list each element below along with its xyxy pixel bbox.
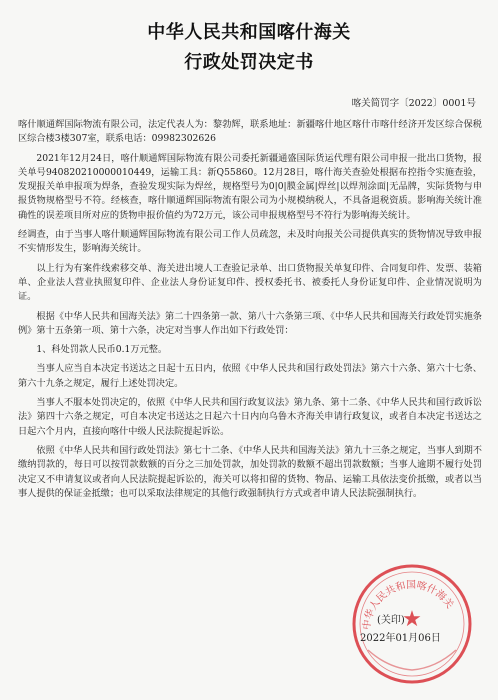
svg-text:中华人民共和国喀什海关: 中华人民共和国喀什海关 xyxy=(361,579,456,631)
document-number: 喀关简罚字〔2022〕0001号 xyxy=(351,98,476,109)
party-info-paragraph: 喀什顺通辉国际物流有限公司，法定代表人为：黎勃辉，联系地址：新疆喀什地区喀什市喀什经济开发区综合保税区综合楼3楼307室，联系电话：09982302626 xyxy=(18,119,482,145)
svg-text:★: ★ xyxy=(402,607,422,632)
issue-date: 2022年01月06日 xyxy=(360,633,441,644)
penalty-item: 1、科处罚款人民币0.1万元整。 xyxy=(36,344,168,356)
appeal-rights-paragraph: 当事人不服本处罚决定的，依照《中华人民共和国行政复议法》第九条、第十二条、《中华人民共和国行政诉讼法》第四十六条之规定，可自本决定书送达之日起六十日内向乌鲁木齐海关申请行政复议，或者自本决定书送达之日起六个月内，直接向喀什中级人民法院提起诉讼。 xyxy=(18,397,482,437)
seal-label: (关印) xyxy=(377,615,405,626)
legal-basis-paragraph: 根据《中华人民共和国海关法》第二十四条第一款、第八十六条第三项、《中华人民共和国海关行政处罚实施条例》第十五条第一项、第十六条，决定对当事人作出如下行政处罚： xyxy=(18,310,482,336)
title-document-type: 行政处罚决定书 xyxy=(184,52,314,73)
investigation-paragraph: 经调查，由于当事人喀什顺通辉国际物流有限公司工作人员疏忽，未及时向报关公司提供真实的货物情况导致申报不实情形发生，影响海关统计。 xyxy=(18,229,482,255)
facts-paragraph: 2021年12月24日，喀什顺通辉国际物流有限公司委托新疆通盛国际货运代理有限公司申报一批出口货物，报关单号940820210000010449，运输工具：新Q55860。12月28日，喀什海关查验处根据布控指令实施查验，发现报关单申报项为焊条，查验发现实际为焊丝，规格型号为0|0|膜金属|焊丝|以焊剂涂面|无品牌，实际货物与申报货物规格型号不符。经核查，喀什顺通辉国际物流有限公司为小规模纳税人，不具备退税资质。影响海关统计准确性的误差项目所对应的货物申报价值约为72万元，该公司申报规格型号不符行为影响海关统计。 xyxy=(18,152,482,221)
customs-seal-stamp xyxy=(348,560,476,688)
enforcement-paragraph: 依照《中华人民共和国行政处罚法》第七十二条、《中华人民共和国海关法》第九十三条之规定，当事人到期不缴纳罚款的，每日可以按罚款数额的百分之三加处罚款，加处罚款的数额不超出罚款数额；当事人逾期不履行处罚决定又不申请复议或者向人民法院提起诉讼的，海关可以将扣留的货物、物品、运输工具依法变价抵缴，或者以当事人提供的保证金抵缴；也可以采取法律规定的其他行政强制执行方式或者申请人民法院强制执行。 xyxy=(18,444,482,499)
evidence-paragraph: 以上行为有案件线索移交单、海关进出境人工查验记录单、出口货物报关单复印件、合同复印件、发票、装箱单、企业法人营业执照复印件、企业法人身份证复印件、授权委托书、被委托人身份证复印件、企业情况说明为证。 xyxy=(18,262,482,303)
payment-deadline-paragraph: 当事人应当自本决定书送达之日起十五日内，依照《中华人民共和国行政处罚法》第六十六条、第六十七条、第六十九条之规定，履行上述处罚决定。 xyxy=(18,363,482,389)
document-body xyxy=(18,118,482,506)
title-customs-office: 中华人民共和国喀什海关 xyxy=(147,22,351,43)
